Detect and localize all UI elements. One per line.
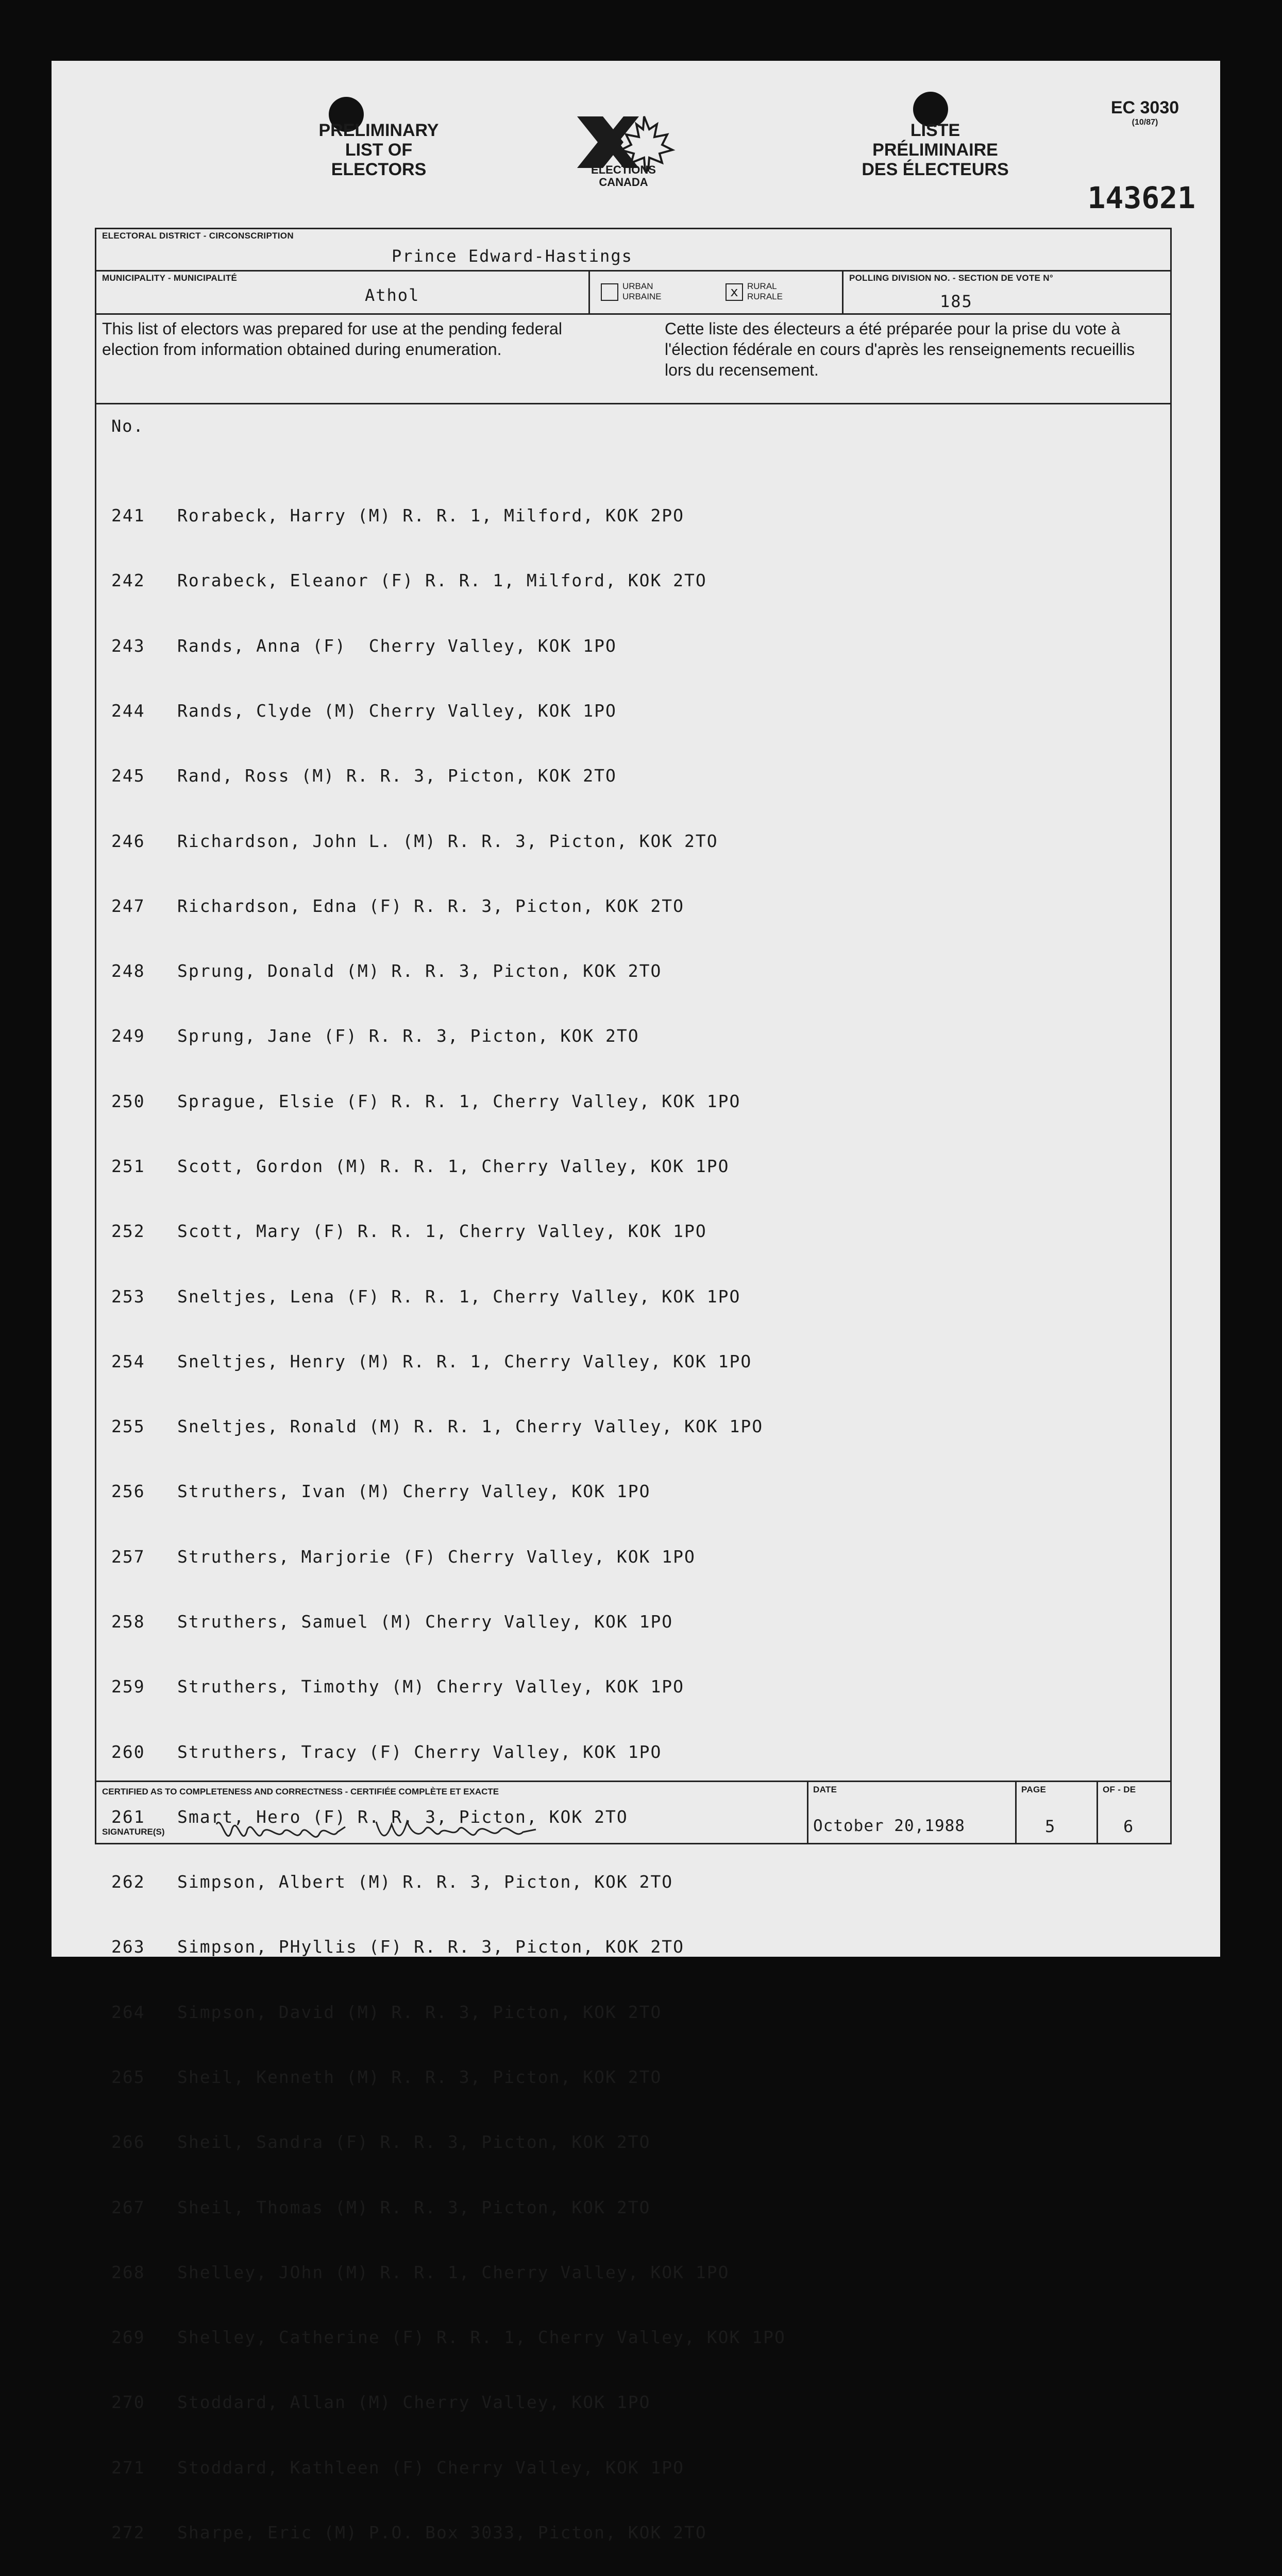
list-item: 242 Rorabeck, Eleanor (F) R. R. 1, Milford, KOK 2TO xyxy=(111,570,707,591)
list-item: 255 Sneltjes, Ronald (M) R. R. 1, Cherry Valley, KOK 1PO xyxy=(111,1416,764,1437)
list-item: 256 Struthers, Ivan (M) Cherry Valley, KOK 1PO xyxy=(111,1481,651,1502)
title-french: LISTE PRÉLIMINAIRE DES ÉLECTEURS xyxy=(862,121,1009,179)
list-item: 270 Stoddard, Allan (M) Cherry Valley, KOK 1PO xyxy=(111,2392,651,2413)
municipality-value: Athol xyxy=(365,285,420,305)
handwritten-signature xyxy=(206,1809,567,1855)
list-item: 250 Sprague, Elsie (F) R. R. 1, Cherry Valley, KOK 1PO xyxy=(111,1091,741,1111)
title-english: PRELIMINARY LIST OF ELECTORS xyxy=(318,121,439,179)
list-item: 241 Rorabeck, Harry (M) R. R. 1, Milford, KOK 2PO xyxy=(111,505,685,526)
date-label: DATE xyxy=(813,1785,837,1794)
divider xyxy=(95,270,1172,272)
list-item: 265 Sheil, Kenneth (M) R. R. 3, Picton, KOK 2TO xyxy=(111,2066,662,2087)
divider xyxy=(1097,1781,1098,1844)
list-item: 268 Shelley, JOhn (M) R. R. 1, Cherry Valley, KOK 1PO xyxy=(111,2262,730,2282)
form-code: EC 3030 (10/87) xyxy=(1110,98,1179,127)
municipality-label: MUNICIPALITY - MUNICIPALITÉ xyxy=(102,273,238,283)
list-item: 266 Sheil, Sandra (F) R. R. 3, Picton, KOK 2TO xyxy=(111,2132,651,2153)
list-item: 261 Smart, Hero (F) R. R. 3, Picton, KOK 2TO xyxy=(111,1806,628,1827)
elector-list xyxy=(111,462,808,2576)
list-item: 248 Sprung, Donald (M) R. R. 3, Picton, KOK 2TO xyxy=(111,961,662,981)
divider xyxy=(95,403,1172,404)
divider xyxy=(588,270,590,313)
page-value: 5 xyxy=(1045,1817,1056,1836)
list-item: 263 Simpson, PHyllis (F) R. R. 3, Picton, KOK 2TO xyxy=(111,1937,685,1957)
polling-label: POLLING DIVISION NO. - SECTION DE VOTE N° xyxy=(849,273,1053,283)
list-item: 271 Stoddard, Kathleen (F) Cherry Valley, KOK 1PO xyxy=(111,2457,685,2478)
certified-label: CERTIFIED AS TO COMPLETENESS AND CORRECTNESS - CERTIFIÉE COMPLÈTE ET EXACTE xyxy=(102,1787,499,1797)
date-value: October 20,1988 xyxy=(813,1817,965,1835)
list-item: 258 Struthers, Samuel (M) Cherry Valley, KOK 1PO xyxy=(111,1611,673,1632)
list-item: 264 Simpson, David (M) R. R. 3, Picton, KOK 2TO xyxy=(111,2002,662,2022)
list-item: 253 Sneltjes, Lena (F) R. R. 1, Cherry Valley, KOK 1PO xyxy=(111,1286,741,1307)
signature-label: SIGNATURE(S) xyxy=(102,1827,165,1837)
list-item: 267 Sheil, Thomas (M) R. R. 3, Picton, KOK 2TO xyxy=(111,2197,651,2217)
urban-label: URBAN URBAINE xyxy=(622,281,662,301)
list-item: 246 Richardson, John L. (M) R. R. 3, Picton, KOK 2TO xyxy=(111,831,718,851)
serial-number: 143621 xyxy=(1087,180,1195,215)
of-label: OF - DE xyxy=(1103,1785,1136,1794)
notice-english: This list of electors was prepared for use at the pending federal election from information obtained during enumeration. xyxy=(102,319,562,359)
divider xyxy=(842,270,844,313)
district-value: Prince Edward-Hastings xyxy=(392,246,633,266)
divider xyxy=(1015,1781,1017,1844)
of-value: 6 xyxy=(1123,1817,1135,1836)
rural-label: RURAL RURALE xyxy=(747,281,783,301)
list-item: 272 Sharpe, Eric (M) P.O. Box 3033, Picton, KOK 2TO xyxy=(111,2522,707,2543)
list-item: 243 Rands, Anna (F) Cherry Valley, KOK 1PO xyxy=(111,635,617,656)
urban-checkbox xyxy=(601,283,618,301)
list-item: 249 Sprung, Jane (F) R. R. 3, Picton, KOK 2TO xyxy=(111,1026,639,1046)
list-item: 247 Richardson, Edna (F) R. R. 3, Picton, KOK 2TO xyxy=(111,895,685,916)
divider xyxy=(95,313,1172,315)
list-item: 245 Rand, Ross (M) R. R. 3, Picton, KOK 2TO xyxy=(111,766,617,786)
rural-checkbox: x xyxy=(726,283,743,301)
list-item: 269 Shelley, Catherine (F) R. R. 1, Cherry Valley, KOK 1PO xyxy=(111,2327,786,2348)
district-label: ELECTORAL DISTRICT - CIRCONSCRIPTION xyxy=(102,231,294,241)
list-header: No. xyxy=(111,416,144,436)
list-item: 252 Scott, Mary (F) R. R. 1, Cherry Valley, KOK 1PO xyxy=(111,1221,707,1242)
page-label: PAGE xyxy=(1021,1785,1047,1794)
list-item: 251 Scott, Gordon (M) R. R. 1, Cherry Valley, KOK 1PO xyxy=(111,1156,730,1176)
notice-french: Cette liste des électeurs a été préparée pour la prise du vote à l'élection fédérale en cours d'après les renseignements recueillis lors du recensement. xyxy=(665,319,1135,379)
list-item: 259 Struthers, Timothy (M) Cherry Valley, KOK 1PO xyxy=(111,1676,685,1697)
logo-wordmark: ELECTIONS CANADA xyxy=(591,163,656,189)
list-item: 262 Simpson, Albert (M) R. R. 3, Picton, KOK 2TO xyxy=(111,1872,673,1892)
list-item: 244 Rands, Clyde (M) Cherry Valley, KOK 1PO xyxy=(111,701,617,721)
form-sheet xyxy=(52,61,1220,2543)
list-item: 254 Sneltjes, Henry (M) R. R. 1, Cherry Valley, KOK 1PO xyxy=(111,1351,752,1371)
list-item: 260 Struthers, Tracy (F) Cherry Valley, KOK 1PO xyxy=(111,1741,662,1762)
list-item: 257 Struthers, Marjorie (F) Cherry Valley, KOK 1PO xyxy=(111,1546,696,1567)
polling-value: 185 xyxy=(940,292,973,311)
